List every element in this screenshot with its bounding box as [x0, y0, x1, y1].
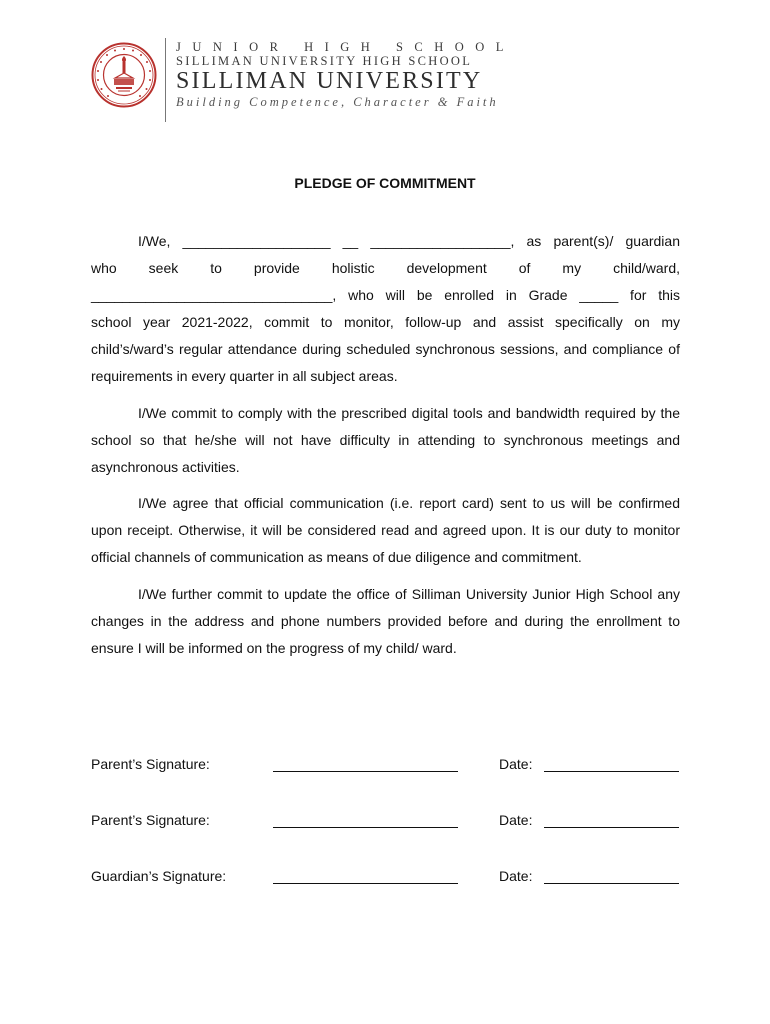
date-label: Date:: [499, 812, 533, 828]
signature-row-parent-1: [91, 755, 681, 775]
paragraph-1-line-1: I/We, ___________________ __ __________________, as parent(s)/ guardian: [138, 233, 680, 249]
document-title: PLEDGE OF COMMITMENT: [294, 175, 476, 191]
signature-label: Parent’s Signature:: [91, 812, 210, 828]
signature-label: Parent’s Signature:: [91, 756, 210, 772]
signature-blank[interactable]: [273, 883, 458, 884]
letterhead-divider: [165, 38, 166, 122]
paragraph-4: I/We further commit to update the office of Silliman University Junior High School any changes in the address and phone numbers provided before and during the enrollment to ensure I will be informed on the progress of my child/ ward.: [91, 585, 680, 656]
pledge-body: [91, 228, 680, 662]
signature-blank[interactable]: [273, 771, 458, 772]
date-blank[interactable]: [544, 771, 679, 772]
date-label: Date:: [499, 868, 533, 884]
letterhead-university-name: SILLIMAN UNIVERSITY: [176, 68, 483, 94]
date-blank[interactable]: [544, 883, 679, 884]
letterhead: [91, 38, 515, 122]
date-label: Date:: [499, 756, 533, 772]
signature-label: Guardian’s Signature:: [91, 868, 227, 884]
letterhead-text: [176, 40, 515, 110]
signature-row-guardian: [91, 867, 681, 887]
signature-row-parent-2: [91, 811, 681, 831]
letterhead-motto: Building Competence, Character & Faith: [176, 95, 499, 109]
paragraph-3: I/We agree that official communication (i.e. report card) sent to us will be confirmed upon receipt. Otherwise, it will be considered read and agreed upon. It is our duty to monitor official channels of communication as means of due diligence and commitment.: [91, 495, 680, 565]
paragraph-1: [91, 228, 680, 390]
university-seal-icon: [91, 42, 157, 108]
paragraph-1-rest: school year 2021-2022, commit to monitor, follow-up and assist specifically on my child’s/ward’s regular attendance during scheduled synchronous sessions, and compliance of requirements in every quarter in all subject areas.: [91, 314, 680, 384]
letterhead-high-school: SILLIMAN UNIVERSITY HIGH SCHOOL: [176, 54, 473, 68]
paragraph-1-line-2: who seek to provide holistic development of my child/ward,: [91, 260, 680, 276]
date-blank[interactable]: [544, 827, 679, 828]
signature-blank[interactable]: [273, 827, 458, 828]
letterhead-school-level: JUNIOR HIGH SCHOOL: [176, 40, 515, 54]
paragraph-1-line-3: _______________________________, who will be enrolled in Grade _____ for this: [91, 287, 680, 303]
paragraph-2: I/We commit to comply with the prescribed digital tools and bandwidth required by the school so that he/she will not have difficulty in attending to synchronous meetings and asynchronous activities.: [91, 404, 680, 475]
